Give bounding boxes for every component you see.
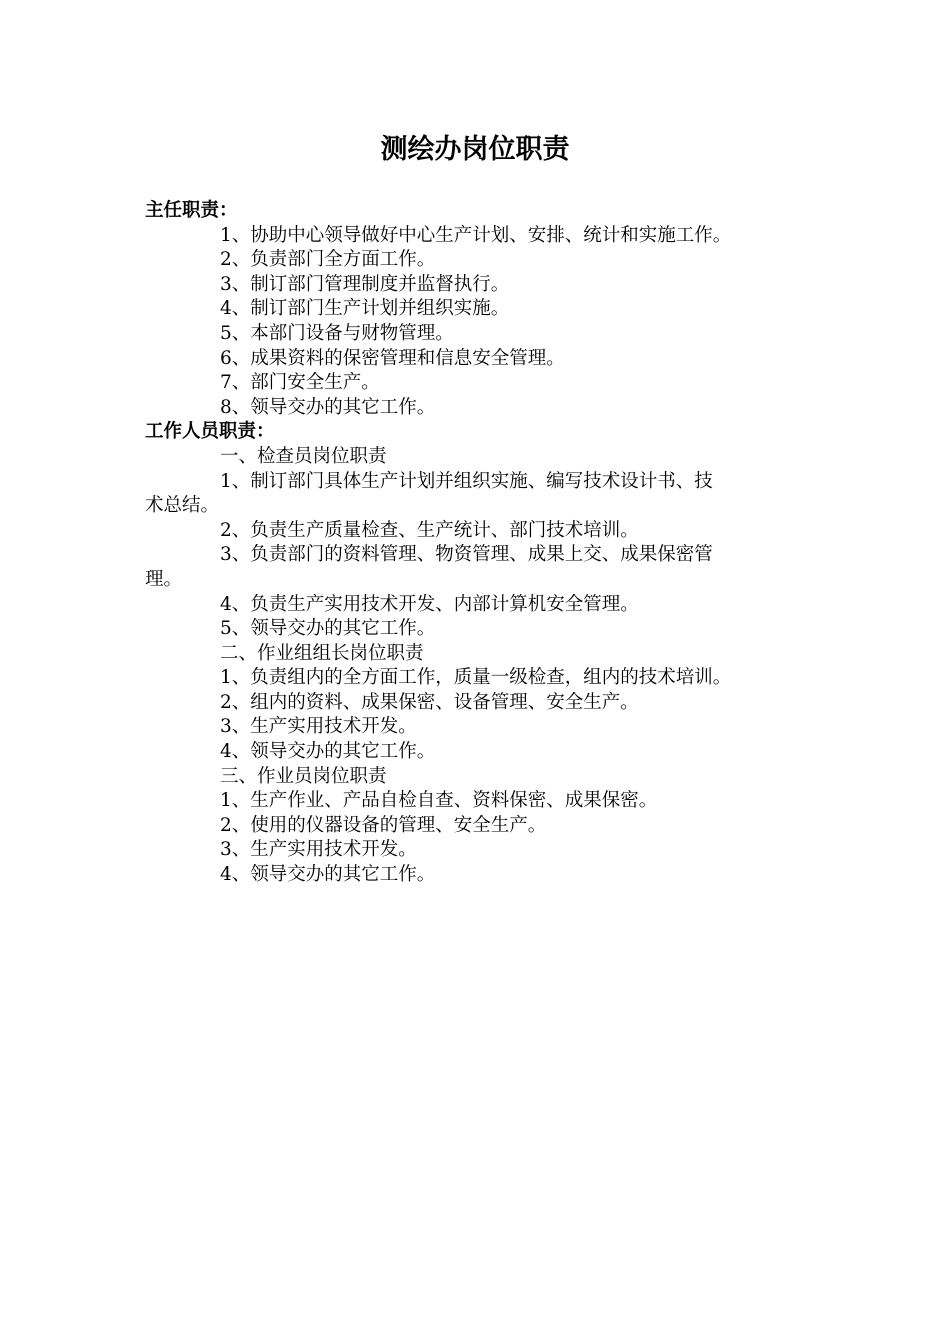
inspector-item-1-line-2: 术总结。 xyxy=(145,495,220,517)
inspector-item-4: 4、负责生产实用技术开发、内部计算机安全管理。 xyxy=(220,593,639,615)
director-heading: 主任职责： xyxy=(145,200,238,221)
director-item-4: 4、制订部门生产计划并组织实施。 xyxy=(220,298,510,320)
director-item-2: 2、负责部门全方面工作。 xyxy=(220,249,436,271)
team-leader-item-1: 1、负责组内的全方面工作，质量一级检查，组内的技术培训。 xyxy=(220,667,732,689)
team-leader-item-4: 4、领导交办的其它工作。 xyxy=(220,741,436,763)
director-item-6: 6、成果资料的保密管理和信息安全管理。 xyxy=(220,347,565,369)
inspector-item-5: 5、领导交办的其它工作。 xyxy=(220,618,436,640)
inspector-item-1-line-1: 1、制订部门具体生产计划并组织实施、编写技术设计书、技 xyxy=(220,470,713,492)
inspector-subheading: 一、检查员岗位职责 xyxy=(220,445,387,467)
operator-item-4: 4、领导交办的其它工作。 xyxy=(220,864,436,886)
operator-item-3: 3、生产实用技术开发。 xyxy=(220,839,417,861)
team-leader-item-3: 3、生产实用技术开发。 xyxy=(220,716,417,738)
director-item-5: 5、本部门设备与财物管理。 xyxy=(220,322,454,344)
document-title: 测绘办岗位职责 xyxy=(380,134,570,165)
inspector-item-3-line-2: 理。 xyxy=(145,568,183,590)
director-item-8: 8、领导交办的其它工作。 xyxy=(220,396,436,418)
inspector-item-2: 2、负责生产质量检查、生产统计、部门技术培训。 xyxy=(220,519,639,541)
inspector-item-3-line-1: 3、负责部门的资料管理、物资管理、成果上交、成果保密管 xyxy=(220,544,713,566)
operator-item-1: 1、生产作业、产品自检自查、资料保密、成果保密。 xyxy=(220,790,658,812)
director-item-1: 1、协助中心领导做好中心生产计划、安排、统计和实施工作。 xyxy=(220,224,732,246)
operator-item-2: 2、使用的仪器设备的管理、安全生产。 xyxy=(220,814,547,836)
team-leader-subheading: 二、作业组组长岗位职责 xyxy=(220,642,424,664)
document-body xyxy=(145,199,810,888)
director-item-3: 3、制订部门管理制度并监督执行。 xyxy=(220,273,510,295)
operator-subheading: 三、作业员岗位职责 xyxy=(220,765,387,787)
staff-heading: 工作人员职责： xyxy=(145,421,275,443)
director-item-7: 7、部门安全生产。 xyxy=(220,372,380,394)
team-leader-item-2: 2、组内的资料、成果保密、设备管理、安全生产。 xyxy=(220,691,639,713)
